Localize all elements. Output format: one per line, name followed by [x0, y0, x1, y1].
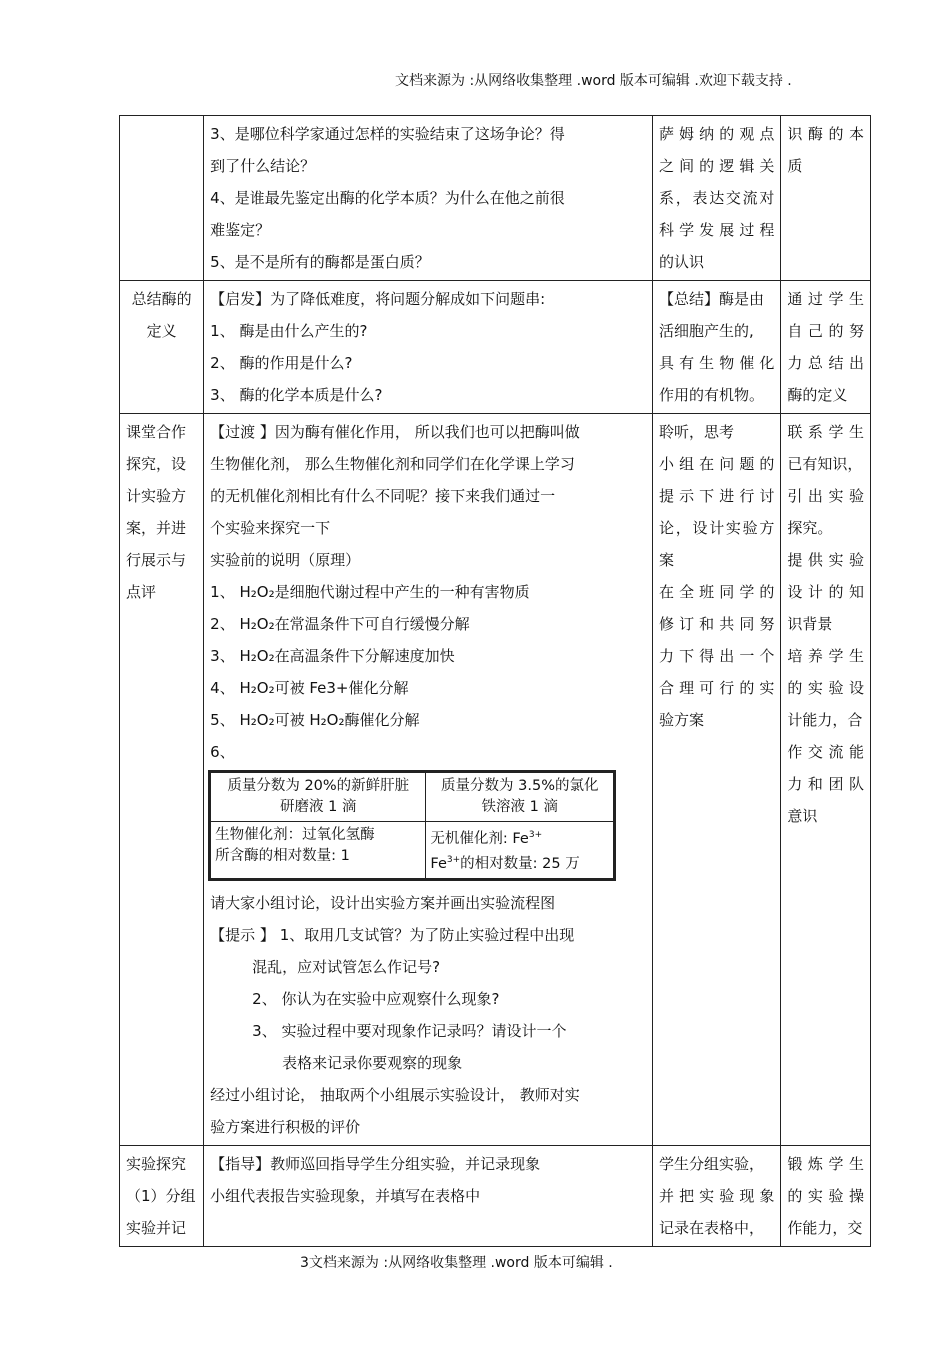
text-line: 研磨液 1 滴 — [280, 799, 357, 815]
text-line: 5、 H₂O₂可被 H₂O₂酶催化分解 — [210, 711, 420, 729]
page-footer: 3文档来源为 :从网络收集整理 .word 版本可编辑 . — [300, 1255, 613, 1271]
text-line: 聆听，思考 — [659, 423, 735, 441]
liver-extract-cell — [210, 772, 426, 822]
text-line: 作能力，交 — [787, 1218, 863, 1237]
text-line: （1）分组 — [126, 1186, 196, 1205]
row1-intent-cell — [781, 116, 871, 281]
row1-student-cell — [653, 116, 781, 281]
text-line: 3、是哪位科学家通过怎样的实验结束了这场争论？得 — [210, 125, 565, 143]
text-line: 铁溶液 1 滴 — [481, 799, 558, 815]
text-line: 学生分组实验， — [659, 1154, 765, 1173]
text-line: 4、是谁最先鉴定出酶的化学本质？为什么在他之前很 — [210, 189, 565, 207]
text-line: 2、 酶的作用是什么? — [210, 354, 353, 372]
text-line: 到了什么结论？ — [210, 157, 316, 175]
text-line: 并把实验现象 — [659, 1186, 775, 1205]
row3-stage-cell — [120, 414, 204, 1146]
text-line: 联系学生 — [787, 423, 864, 441]
inorganic-catalyst-cell — [426, 822, 615, 880]
row2-stage-cell — [120, 281, 204, 414]
text-line: 总结酶的 — [131, 290, 192, 308]
text-line: 【提示 】 1、取用几支试管？为了防止实验过程中出现 — [210, 925, 575, 944]
text-line: 意识 — [787, 807, 818, 825]
text-line: 识背景 — [787, 615, 833, 633]
text-line: 的认识 — [659, 253, 705, 271]
text-line: 计实验方 — [126, 487, 187, 505]
biocatalyst-cell — [210, 822, 426, 880]
text-line: 酶的定义 — [787, 386, 848, 404]
text-line: 探究，设 — [126, 455, 187, 473]
table-row — [120, 116, 871, 281]
text-line: 小组代表报告实验现象，并填写在表格中 — [210, 1186, 481, 1205]
text-line: 2、 你认为在实验中应观察什么现象? — [252, 989, 500, 1008]
text-line: 设计的知 — [787, 583, 864, 601]
table-row — [120, 414, 871, 1146]
text-line: 力和团队 — [787, 775, 864, 793]
ferric-chloride-cell — [426, 772, 615, 822]
row4-student-cell — [653, 1145, 781, 1246]
text-line: 记录在表格中， — [659, 1218, 765, 1237]
text-line: 作用的有机物。 — [659, 386, 765, 404]
text-line: 提示下进行讨 — [659, 487, 775, 505]
text-line: 4、 H₂O₂可被 Fe3+催化分解 — [210, 679, 409, 697]
text-line: 的实验操 — [787, 1186, 864, 1205]
text-line: 培养学生 — [787, 647, 864, 665]
row1-stage-cell — [120, 116, 204, 281]
text-line: 引出实验 — [787, 487, 864, 505]
row2-intent-cell — [781, 281, 871, 414]
text-line — [430, 850, 609, 875]
text-line: 质量分数为 3.5%的氯化 — [441, 778, 599, 794]
text-line: 案 — [659, 551, 675, 569]
text-line: 锻炼学生 — [787, 1154, 864, 1173]
row4-teacher-cell — [204, 1145, 653, 1246]
text-line: 个实验来探究一下 — [210, 519, 331, 537]
text-line: 【总结】酶是由 — [659, 290, 765, 308]
row3-student-cell — [653, 414, 781, 1146]
text-line: 计能力，合 — [787, 711, 863, 729]
text-line: 经过小组讨论， 抽取两个小组展示实验设计， 教师对实 — [210, 1085, 580, 1104]
text-line: 表格来记录你要观察的现象 — [282, 1053, 463, 1072]
text-line: 实验并记 — [126, 1218, 187, 1237]
text-line: 3、 H₂O₂在高温条件下分解速度加快 — [210, 647, 455, 665]
text-line: 3、 酶的化学本质是什么? — [210, 386, 383, 404]
text-line: 在全班同学的 — [659, 583, 775, 601]
text-line: 系，表达交流对 — [659, 189, 775, 207]
text-line: 识酶的本 — [787, 125, 864, 143]
text-line: 1、 酶是由什么产生的? — [210, 322, 368, 340]
row3-intent-cell — [781, 414, 871, 1146]
text-line: 难鉴定？ — [210, 221, 271, 239]
table-row — [210, 822, 615, 880]
text-line: 合理可行的实 — [659, 679, 775, 697]
text-line: 【启发】为了降低难度，将问题分解成如下问题串: — [210, 290, 546, 308]
text-line: 验方案 — [659, 711, 705, 729]
text-fragment: 的相对数量: 25 万 — [460, 855, 580, 872]
row2-student-cell — [653, 281, 781, 414]
text-line: 3、 实验过程中要对现象作记录吗？请设计一个 — [252, 1021, 567, 1040]
text-line: 通过学生 — [787, 290, 864, 308]
text-line: 力总结出 — [787, 354, 864, 372]
page-header: 文档来源为 :从网络收集整理 .word 版本可编辑 .欢迎下载支持 . — [395, 73, 792, 89]
text-line: 生物催化剂：过氧化氢酶 — [215, 827, 375, 843]
text-line: 生物催化剂， 那么生物催化剂和同学们在化学课上学习 — [210, 455, 575, 473]
text-line: 实验前的说明（原理） — [210, 551, 361, 569]
text-line: 科学发展过程 — [659, 221, 775, 239]
text-line: 作交流能 — [787, 743, 864, 761]
lesson-plan-table — [119, 115, 871, 1247]
row3-teacher-cell — [204, 414, 653, 1146]
text-line: 点评 — [126, 583, 157, 601]
text-line: 探究。 — [787, 519, 833, 537]
row2-teacher-cell — [204, 281, 653, 414]
text-line: 小组在问题的 — [659, 455, 775, 473]
text-fragment: Fe — [430, 855, 447, 872]
text-line: 案，并进 — [126, 519, 187, 537]
row4-stage-cell — [120, 1145, 204, 1246]
text-line: 【指导】教师巡回指导学生分组实验，并记录现象 — [210, 1154, 541, 1173]
row1-teacher-cell — [204, 116, 653, 281]
text-line: 具有生物催化 — [659, 354, 775, 372]
text-line: 自己的努 — [787, 322, 864, 340]
row4-intent-cell — [781, 1145, 871, 1246]
superscript: 3+ — [446, 854, 461, 865]
table-row — [120, 1145, 871, 1246]
text-line: 5、是不是所有的酶都是蛋白质？ — [210, 253, 430, 271]
text-line: 的实验设 — [787, 679, 864, 697]
text-line: 行展示与 — [126, 551, 187, 569]
text-line: 力下得出一个 — [659, 647, 775, 665]
text-line: 实验探究 — [126, 1154, 187, 1173]
text-line: 质 — [787, 157, 803, 175]
text-line: 2、 H₂O₂在常温条件下可自行缓慢分解 — [210, 615, 470, 633]
text-line: 提供实验 — [787, 551, 864, 569]
text-line: 修订和共同努 — [659, 615, 775, 633]
text-line: 活细胞产生的, — [659, 322, 754, 340]
text-line: 1、 H₂O₂是细胞代谢过程中产生的一种有害物质 — [210, 583, 530, 601]
text-line: 混乱，应对试管怎么作记号? — [252, 957, 441, 976]
text-line: 萨姆纳的观点 — [659, 125, 775, 143]
reagent-comparison-table — [208, 770, 616, 881]
text-line: 论，设计实验方 — [659, 519, 775, 537]
text-line: 之间的逻辑关 — [659, 157, 775, 175]
text-line: 请大家小组讨论，设计出实验方案并画出实验流程图 — [210, 893, 556, 912]
text-line: 课堂合作 — [126, 423, 187, 441]
text-line: 验方案进行积极的评价 — [210, 1117, 361, 1136]
text-line: 的无机催化剂相比有什么不同呢？接下来我们通过一 — [210, 487, 556, 505]
text-line: 已有知识， — [787, 455, 863, 473]
text-line: 所含酶的相对数量: 1 — [215, 848, 350, 864]
text-line: 6、 — [210, 743, 235, 761]
text-line: 定义 — [146, 322, 177, 340]
table-row — [120, 281, 871, 414]
text-fragment: 无机催化剂: Fe — [430, 830, 529, 847]
text-line — [430, 825, 609, 850]
text-line: 质量分数为 20%的新鲜肝脏 — [227, 778, 410, 794]
text-line: 【过渡 】因为酶有催化作用， 所以我们也可以把酶叫做 — [210, 423, 580, 441]
superscript: 3+ — [528, 830, 543, 840]
table-row — [210, 772, 615, 822]
